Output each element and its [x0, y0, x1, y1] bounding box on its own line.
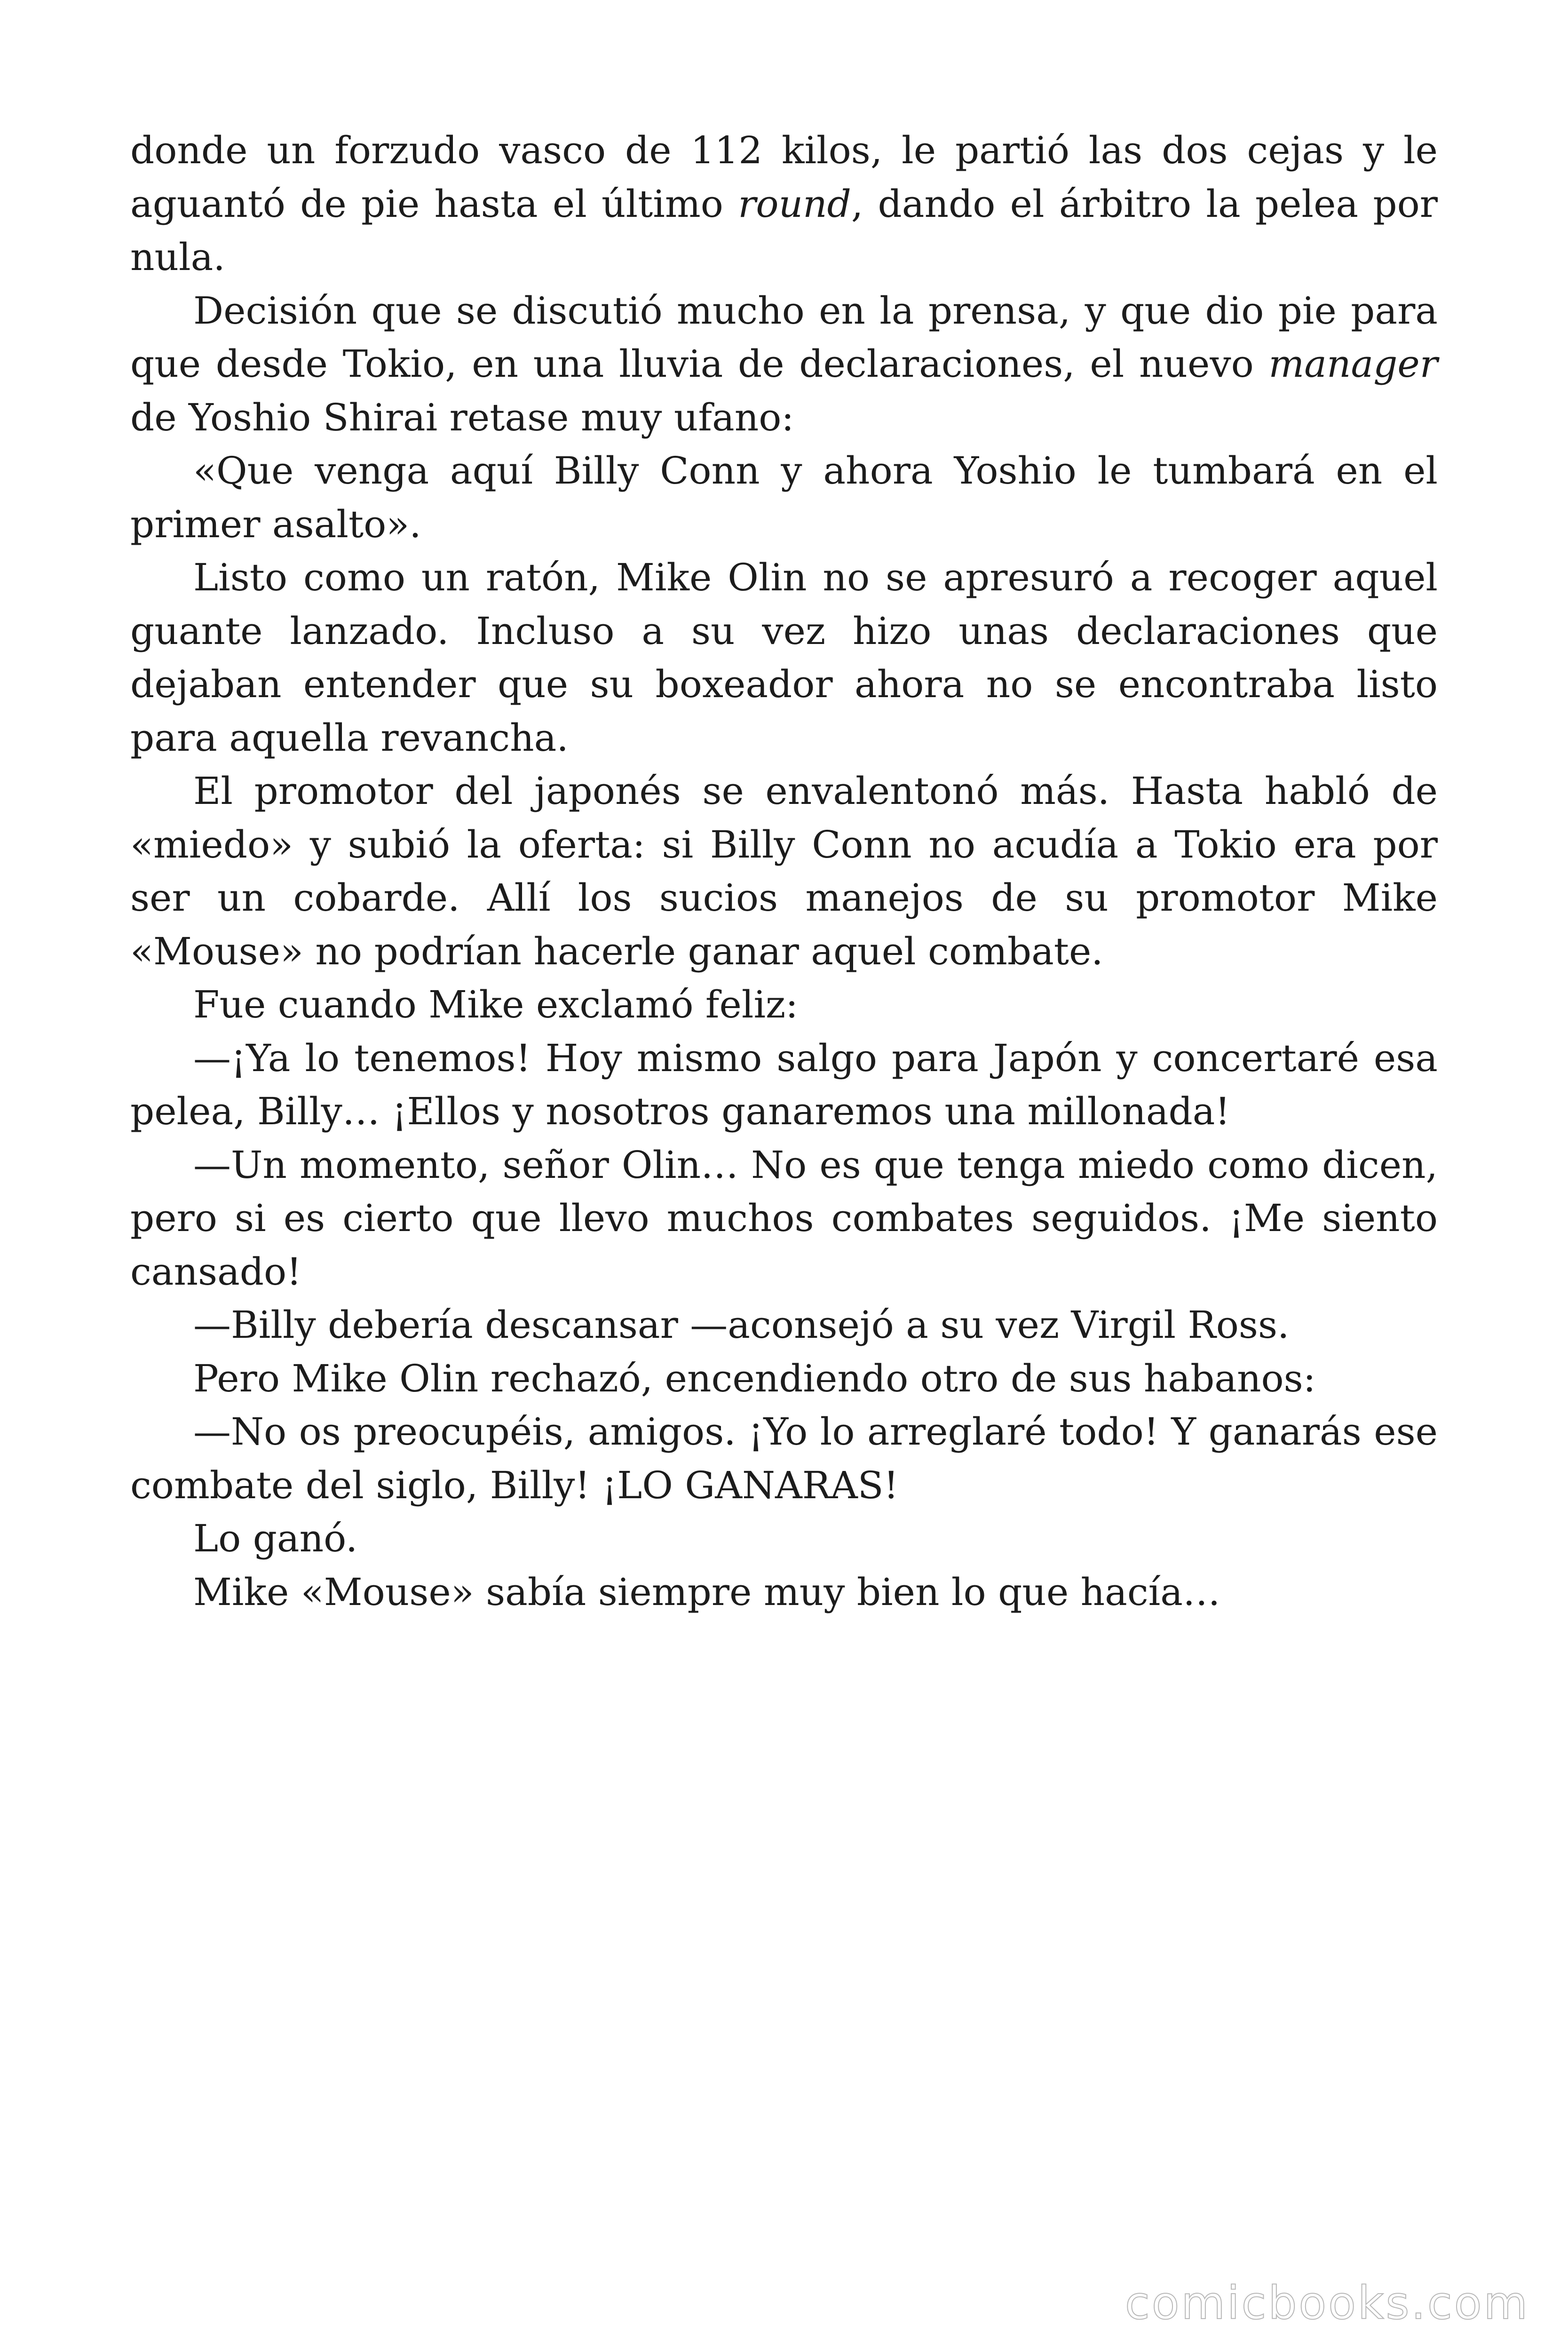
paragraph-7: [130, 1032, 1438, 1138]
paragraph-3-text: «Que venga aquí Billy Conn y ahora Yoshio le tumbará en el primer asalto».: [130, 449, 1438, 546]
paragraph-4: [130, 551, 1438, 764]
paragraph-2: [130, 284, 1438, 445]
paragraph-1-text-b: , dando el árbitro la pelea por nula.: [130, 182, 1438, 279]
paragraph-3: [130, 444, 1438, 551]
paragraph-1-text-a: donde un forzudo vasco de 112 kilos, le partió las dos cejas y le aguantó de pie hasta el último: [130, 128, 1438, 226]
page-body-text: [130, 124, 1438, 1619]
paragraph-7-text: —¡Ya lo tenemos! Hoy mismo salgo para Japón y concertaré esa pelea, Billy… ¡Ellos y nosotros ganaremos una millonada!: [130, 1036, 1438, 1133]
paragraph-11: [130, 1405, 1438, 1512]
paragraph-4-text: Listo como un ratón, Mike Olin no se apresuró a recoger aquel guante lanzado. Incluso a su vez hizo unas declaraciones que dejaban entender que su boxeador ahora no se encontraba listo para aquella revancha.: [130, 556, 1438, 760]
paragraph-1: [130, 124, 1438, 284]
paragraph-9-text: —Billy debería descansar —aconsejó a su vez Virgil Ross.: [193, 1303, 1290, 1347]
paragraph-6-text: Fue cuando Mike exclamó feliz:: [193, 983, 799, 1026]
paragraph-8-text: —Un momento, señor Olin… No es que tenga miedo como dicen, pero si es cierto que llevo muchos combates seguidos. ¡Me siento cansado!: [130, 1143, 1438, 1294]
watermark-text: comicbooks.com: [1125, 2277, 1529, 2329]
paragraph-10-text: Pero Mike Olin rechazó, encendiendo otro de sus habanos:: [193, 1356, 1316, 1400]
paragraph-12-text: Lo ganó.: [193, 1517, 358, 1560]
paragraph-11-text: —No os preocupéis, amigos. ¡Yo lo arreglaré todo! Y ganarás ese combate del siglo, Billy! ¡LO GANARAS!: [130, 1410, 1438, 1507]
paragraph-5-text: El promotor del japonés se envalentonó más. Hasta habló de «miedo» y subió la oferta: si Billy Conn no acudía a Tokio era por ser un cobarde. Allí los sucios manejos de su promotor Mike «Mouse» no podrían hacerle ganar aquel combate.: [130, 769, 1438, 973]
paragraph-6: [130, 978, 1438, 1032]
paragraph-10: [130, 1352, 1438, 1406]
paragraph-2-italic-manager: manager: [1268, 342, 1438, 386]
paragraph-2-text-a: Decisión que se discutió mucho en la prensa, y que dio pie para que desde Tokio, en una lluvia de declaraciones, el nuevo: [130, 288, 1438, 386]
paragraph-5: [130, 764, 1438, 978]
paragraph-8: [130, 1138, 1438, 1299]
paragraph-2-text-b: de Yoshio Shirai retase muy ufano:: [130, 395, 794, 439]
paragraph-13-text: Mike «Mouse» sabía siempre muy bien lo que hacía…: [193, 1570, 1220, 1614]
paragraph-9: [130, 1298, 1438, 1352]
paragraph-1-italic-round: round: [738, 182, 851, 226]
paragraph-12: [130, 1512, 1438, 1565]
paragraph-13: [130, 1565, 1438, 1619]
